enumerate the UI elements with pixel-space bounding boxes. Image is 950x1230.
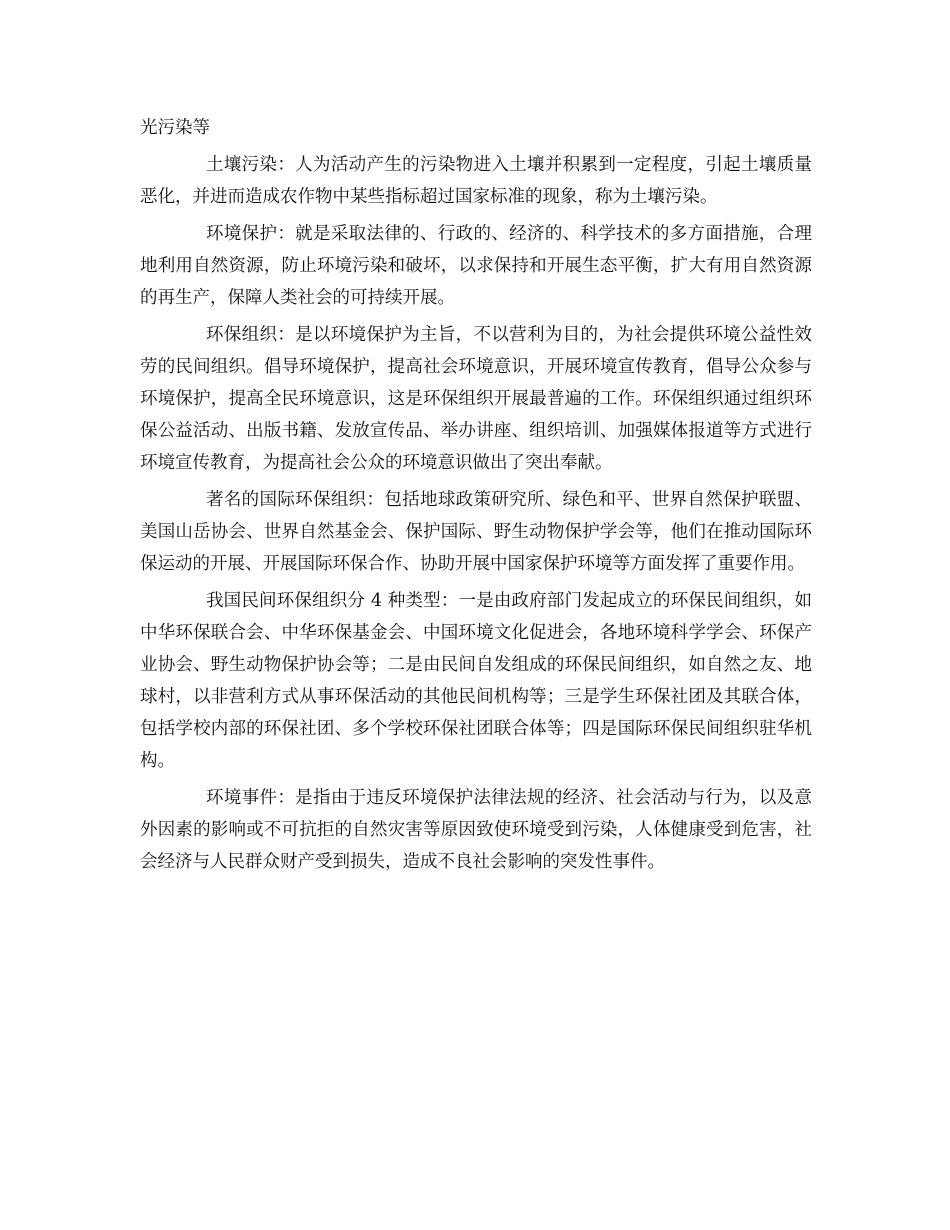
paragraph-international-organizations: 著名的国际环保组织：包括地球政策研究所、绿色和平、世界自然保护联盟、美国山岳协会、世界自然基金会、保护国际、野生动物保护学会等，他们在推动国际环保运动的开展、开展国际环保合作、协助开展中国家保护环境等方面发挥了重要作用。 (140, 490, 812, 574)
continuation-text: 光污染等 (140, 118, 210, 138)
paragraph-domestic-organization-types: 我国民间环保组织分 4 种类型：一是由政府部门发起成立的环保民间组织，如中华环保联合会、中华环保基金会、中国环境文化促进会，各地环境科学学会、环保产业协会、野生动物保护协会等；二是由民间自发组成的环保民间组织，如自然之友、地球村，以非营利方式从事环保活动的其他民间机构等；三是学生环保社团及其联合体，包括学校内部的环保社团、多个学校环保社团联合体等；四是国际环保民间组织驻华机构。 (140, 591, 812, 771)
document-body (140, 112, 812, 878)
paragraph-soil-pollution: 土壤污染：人为活动产生的污染物进入土壤并积累到一定程度，引起土壤质量恶化，并进而造成农作物中某些指标超过国家标准的现象，称为土壤污染。 (140, 155, 812, 207)
paragraph-environmental-organizations: 环保组织：是以环境保护为主旨，不以营利为目的，为社会提供环境公益性效劳的民间组织。倡导环境保护，提高社会环境意识，开展环境宣传教育，倡导公众参与环境保护，提高全民环境意识，这是环保组织开展最普遍的工作。环保组织通过组织环保公益活动、出版书籍、发放宣传品、举办讲座、组织培训、加强媒体报道等方式进行环境宣传教育，为提高社会公众的环境意识做出了突出奉献。 (140, 325, 812, 473)
paragraph-environmental-incidents: 环境事件：是指由于违反环境保护法律法规的经济、社会活动与行为，以及意外因素的影响或不可抗拒的自然灾害等原因致使环境受到污染，人体健康受到危害，社会经济与人民群众财产受到损失，造成不良社会影响的突发性事件。 (140, 788, 812, 872)
paragraph-environmental-protection: 环境保护：就是采取法律的、行政的、经济的、科学技术的多方面措施，合理地利用自然资源，防止环境污染和破坏，以求保持和开展生态平衡，扩大有用自然资源的再生产，保障人类社会的可持续开展。 (140, 224, 812, 308)
